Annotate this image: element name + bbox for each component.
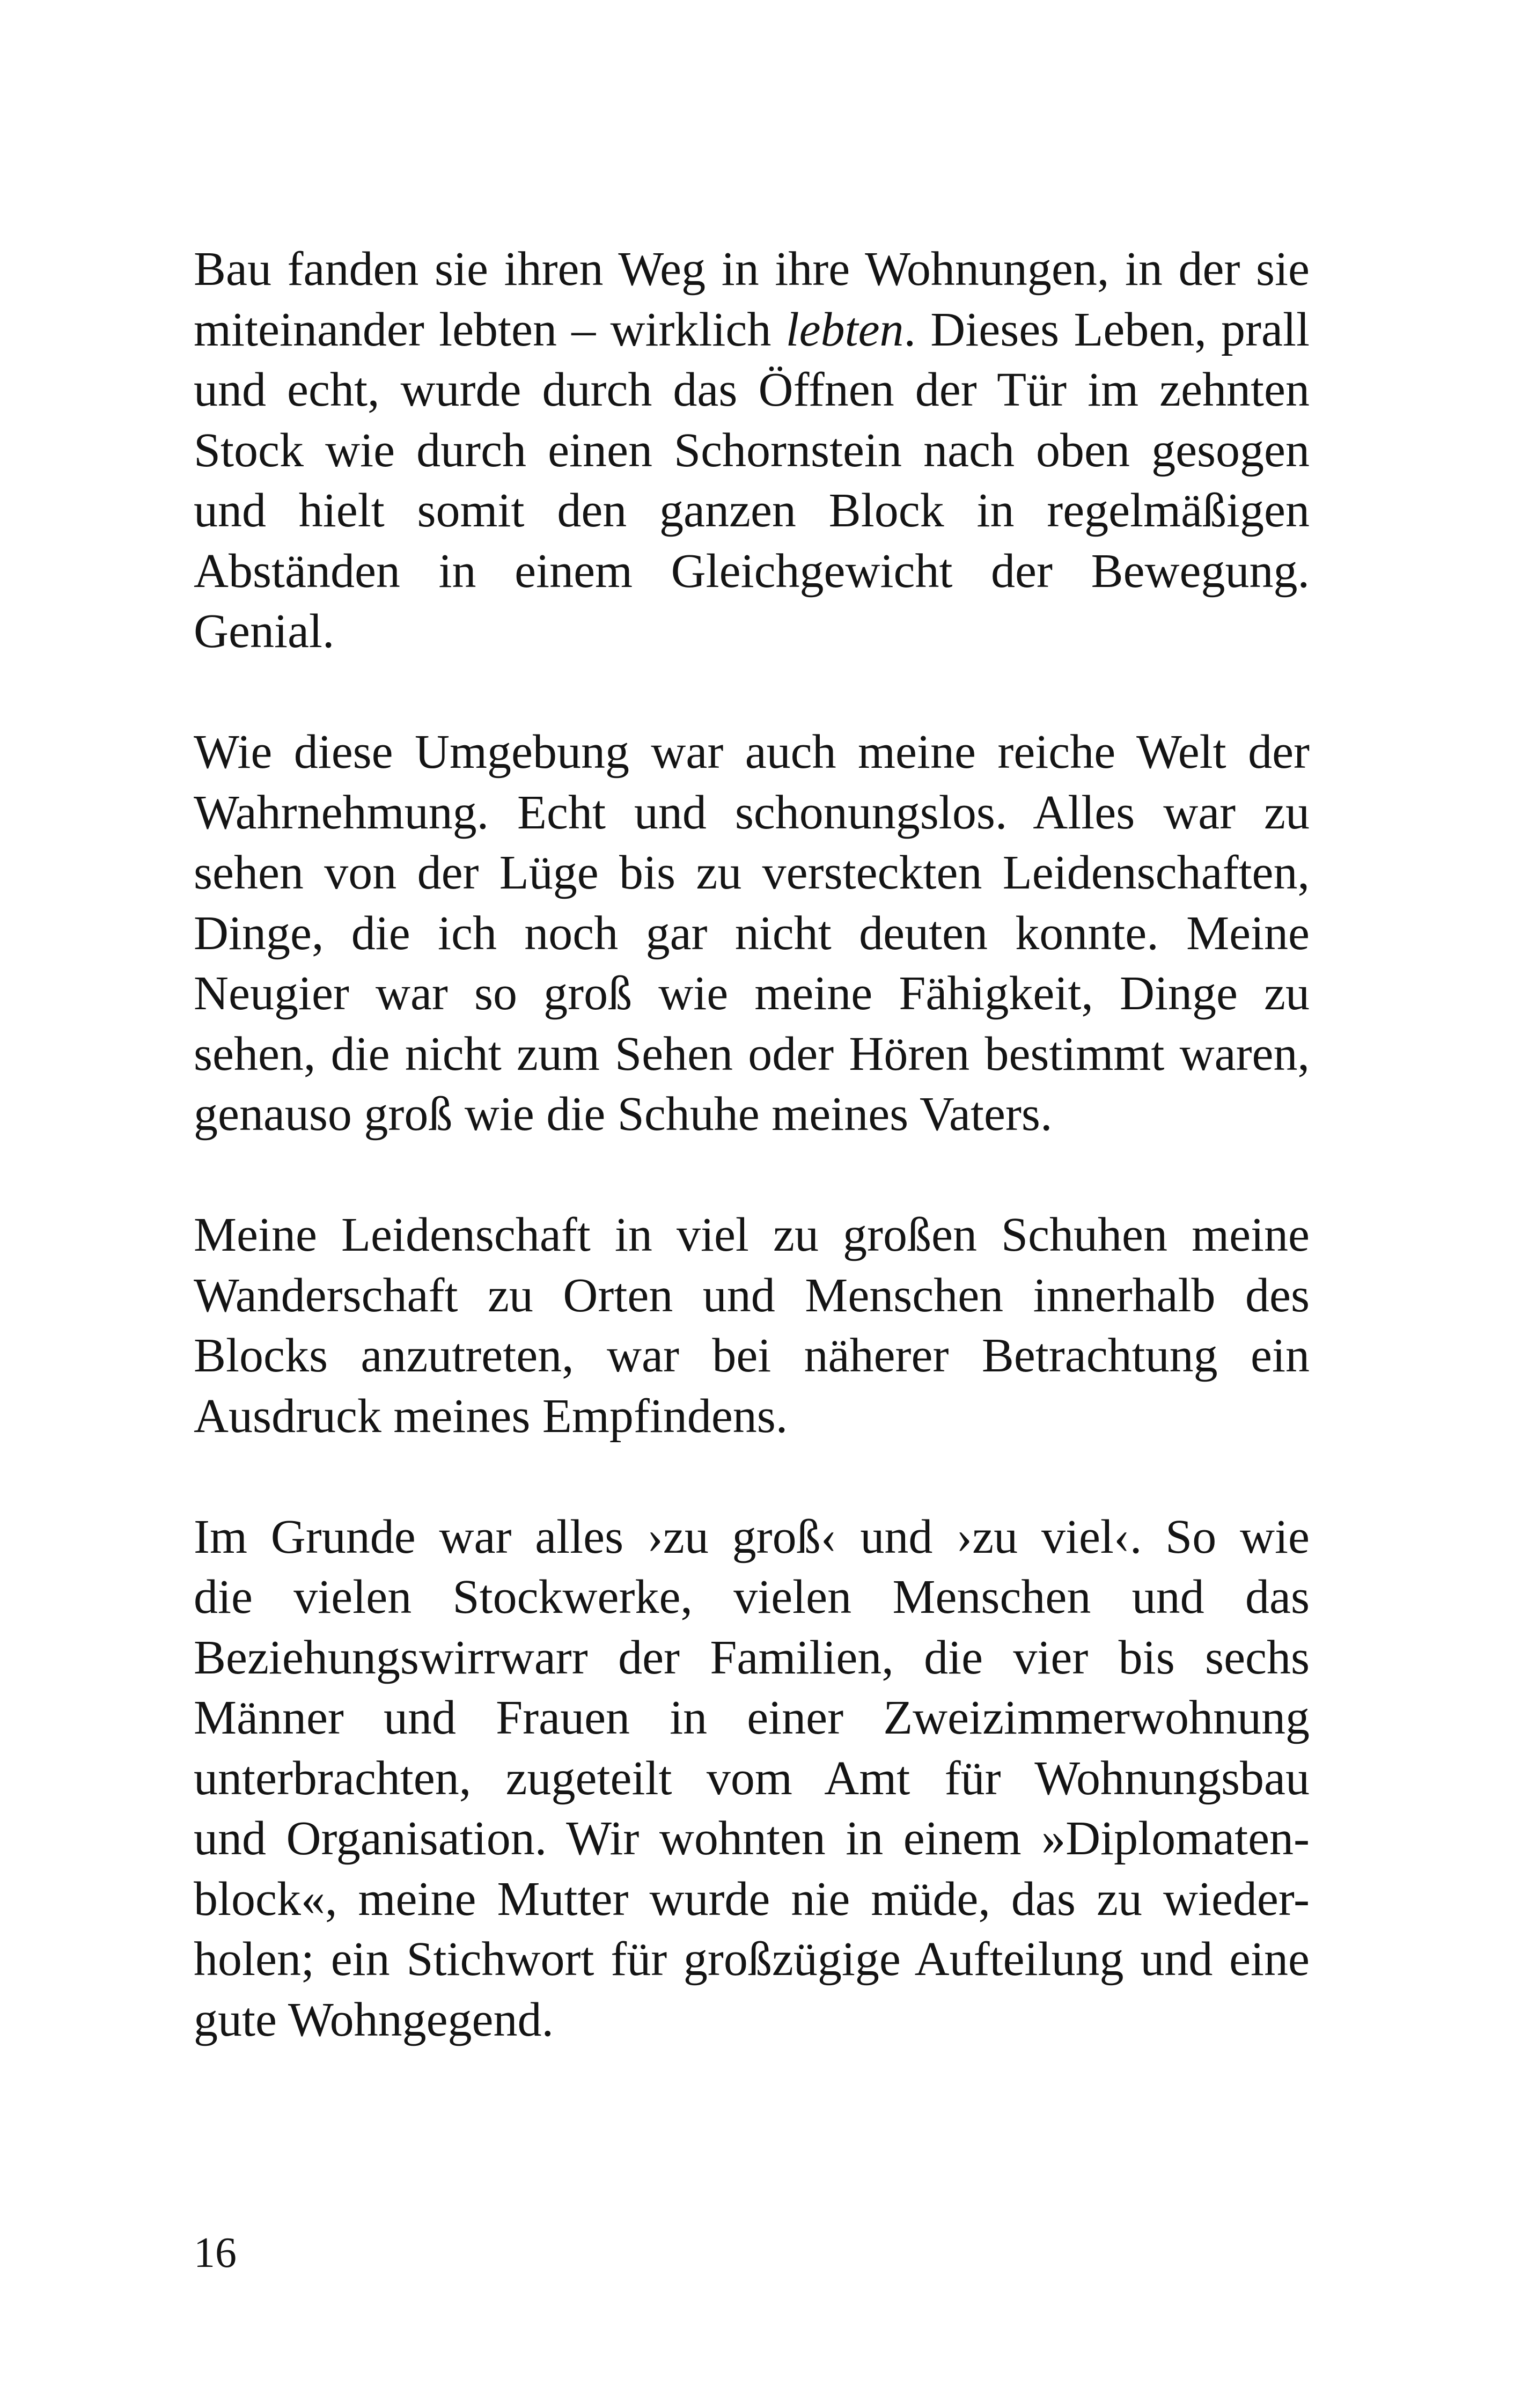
- text-segment: Stock wie durch einen Schornstein nach oben gesogen: [194, 423, 1310, 477]
- text-segment: . Dieses Leben, prall: [903, 303, 1310, 356]
- text-line: [194, 1990, 1310, 2051]
- text-segment: Ausdruck meines Empfindens.: [194, 1389, 788, 1443]
- text-segment: und echt, wurde durch das Öffnen der Tür im zehnten: [194, 363, 1310, 416]
- text-line: [194, 1266, 1310, 1326]
- italic-text-segment: lebten: [785, 303, 904, 356]
- text-segment: sehen von der Lüge bis zu versteckten Leidenschaften,: [194, 846, 1310, 899]
- text-segment: Bau fanden sie ihren Weg in ihre Wohnungen, in der sie: [194, 243, 1310, 296]
- text-segment: genauso groß wie die Schuhe meines Vaters.: [194, 1088, 1053, 1141]
- text-segment: Blocks anzutreten, war bei näherer Betrachtung ein: [194, 1329, 1310, 1382]
- text-line: [194, 1024, 1310, 1085]
- text-segment: miteinander lebten – wirklich: [194, 303, 786, 356]
- text-segment: Wahrnehmung. Echt und schonungslos. Alles war zu: [194, 785, 1310, 839]
- text-line: [194, 1688, 1310, 1749]
- text-line: [194, 1869, 1310, 1930]
- text-segment: Genial.: [194, 605, 335, 658]
- text-segment: Abständen in einem Gleichgewicht der Bewegung.: [194, 544, 1310, 598]
- text-line: [194, 1809, 1310, 1869]
- text-line: [194, 1205, 1310, 1266]
- text-line: [194, 481, 1310, 541]
- text-line: [194, 300, 1310, 361]
- text-line: [194, 843, 1310, 904]
- text-segment: sehen, die nicht zum Sehen oder Hören bestimmt waren,: [194, 1027, 1310, 1081]
- text-line: [194, 1567, 1310, 1628]
- text-line: [194, 1386, 1310, 1447]
- text-segment: Wie diese Umgebung war auch meine reiche Welt der: [194, 725, 1310, 779]
- paragraph-1: [194, 239, 1310, 662]
- text-segment: Meine Leidenschaft in viel zu großen Schuhen meine: [194, 1208, 1310, 1261]
- paragraph-3: [194, 1205, 1310, 1447]
- text-segment: Männer und Frauen in einer Zweizimmerwohnung: [194, 1691, 1310, 1744]
- text-segment: Neugier war so groß wie meine Fähigkeit, Dinge zu: [194, 967, 1310, 1020]
- paragraph-2: [194, 722, 1310, 1145]
- text-line: [194, 1628, 1310, 1688]
- text-line: [194, 722, 1310, 783]
- text-line: [194, 964, 1310, 1024]
- text-line: [194, 1929, 1310, 1990]
- text-line: [194, 1507, 1310, 1568]
- text-segment: gute Wohngegend.: [194, 1993, 554, 2046]
- text-segment: Beziehungswirrwarr der Familien, die vier bis sechs: [194, 1631, 1310, 1684]
- text-segment: unterbrachten, zugeteilt vom Amt für Wohnungsbau: [194, 1751, 1310, 1805]
- text-line: [194, 1326, 1310, 1386]
- text-segment: Dinge, die ich noch gar nicht deuten konnte. Meine: [194, 906, 1310, 960]
- text-segment: die vielen Stockwerke, vielen Menschen und das: [194, 1570, 1310, 1624]
- text-segment: Im Grunde war alles ›zu groß‹ und ›zu viel‹. So wie: [194, 1510, 1310, 1563]
- text-segment: holen; ein Stichwort für großzügige Aufteilung und eine: [194, 1933, 1310, 1986]
- text-line: [194, 783, 1310, 843]
- text-line: [194, 1084, 1310, 1145]
- text-line: [194, 1749, 1310, 1809]
- text-line: [194, 541, 1310, 602]
- text-segment: block«, meine Mutter wurde nie müde, das zu wieder-: [194, 1872, 1310, 1926]
- text-line: [194, 421, 1310, 481]
- text-line: [194, 904, 1310, 964]
- text-segment: und Organisation. Wir wohnten in einem »Diplomaten-: [194, 1812, 1310, 1865]
- text-line: [194, 360, 1310, 421]
- text-segment: und hielt somit den ganzen Block in regelmäßigen: [194, 484, 1310, 537]
- text-segment: Wanderschaft zu Orten und Menschen innerhalb des: [194, 1268, 1310, 1322]
- text-line: [194, 239, 1310, 300]
- text-line: [194, 601, 1310, 662]
- text-block: [194, 239, 1310, 2050]
- page-number: 16: [194, 2229, 237, 2277]
- paragraph-4: [194, 1507, 1310, 2051]
